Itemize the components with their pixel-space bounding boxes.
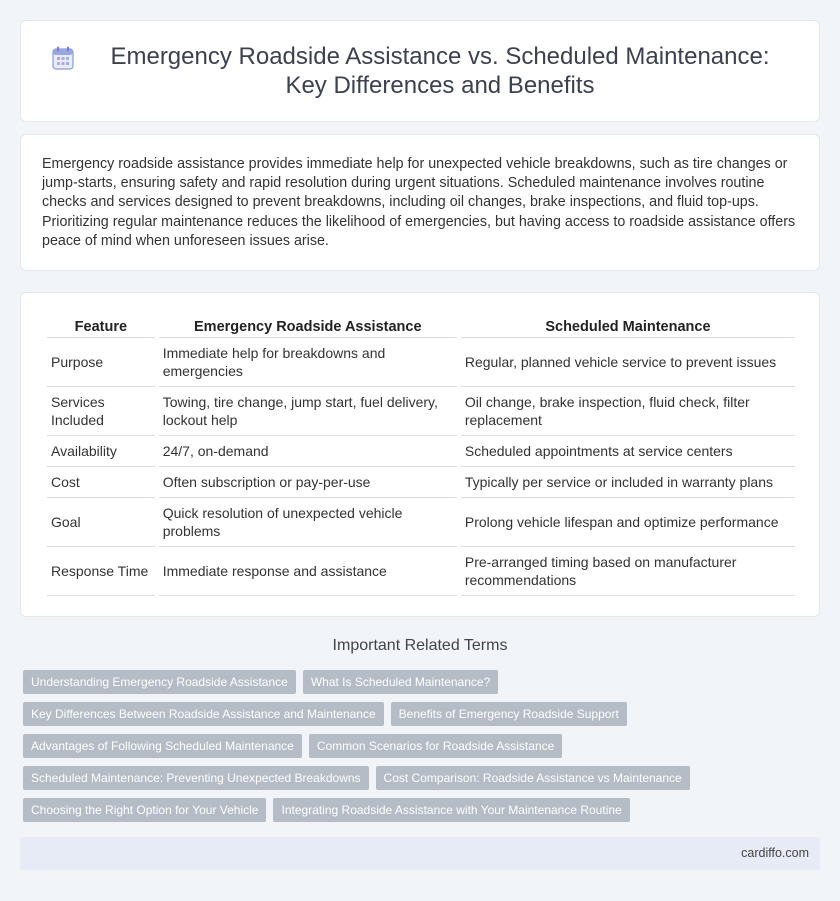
table-row — [47, 387, 795, 436]
table-row — [47, 338, 795, 387]
page-title: Emergency Roadside Assistance vs. Scheduled Maintenance: Key Differences and Benefits — [110, 43, 770, 99]
table-cell: Regular, planned vehicle service to prevent issues — [461, 338, 795, 387]
table-cell: Scheduled appointments at service centers — [461, 436, 795, 467]
related-terms-list — [23, 670, 823, 830]
table-cell: Towing, tire change, jump start, fuel delivery, lockout help — [159, 387, 457, 436]
related-term-tag[interactable]: Benefits of Emergency Roadside Support — [391, 702, 627, 726]
related-term-tag[interactable]: Integrating Roadside Assistance with Your Maintenance Routine — [273, 798, 629, 822]
comparison-table — [43, 313, 799, 596]
related-term-tag[interactable]: Cost Comparison: Roadside Assistance vs Maintenance — [376, 766, 690, 790]
table-cell: Oil change, brake inspection, fluid check, filter replacement — [461, 387, 795, 436]
table-cell: Immediate help for breakdowns and emergencies — [159, 338, 457, 387]
related-term-tag[interactable]: Advantages of Following Scheduled Maintenance — [23, 734, 302, 758]
column-header-roadside: Emergency Roadside Assistance — [159, 313, 457, 338]
related-term-tag[interactable]: What Is Scheduled Maintenance? — [303, 670, 498, 694]
table-cell: Services Included — [47, 387, 155, 436]
related-term-tag[interactable]: Key Differences Between Roadside Assistance and Maintenance — [23, 702, 384, 726]
table-row — [47, 498, 795, 547]
table-cell: Response Time — [47, 547, 155, 596]
table-cell: Goal — [47, 498, 155, 547]
related-term-tag[interactable]: Understanding Emergency Roadside Assistance — [23, 670, 296, 694]
footer-site-link[interactable]: cardiffo.com — [741, 846, 809, 860]
column-header-maintenance: Scheduled Maintenance — [461, 313, 795, 338]
intro-paragraph: Emergency roadside assistance provides immediate help for unexpected vehicle breakdowns, such as tire changes or jump-starts, ensuring safety and rapid resolution during urgent situations. Scheduled maintenance involves routine checks and services designed to prevent breakdowns, including oil changes, brake inspections, and fluid top-ups. Prioritizing regular maintenance reduces the likelihood of emergencies, but having access to roadside assistance offers peace of mind when unforeseen issues arise. — [42, 156, 796, 249]
table-cell: Immediate response and assistance — [159, 547, 457, 596]
table-header-row — [47, 313, 795, 338]
related-term-tag[interactable]: Choosing the Right Option for Your Vehicle — [23, 798, 266, 822]
table-cell: Quick resolution of unexpected vehicle problems — [159, 498, 457, 547]
table-cell: Availability — [47, 436, 155, 467]
table-cell: Purpose — [47, 338, 155, 387]
intro-card — [20, 134, 820, 271]
related-term-tag[interactable]: Common Scenarios for Roadside Assistance — [309, 734, 562, 758]
column-header-feature: Feature — [47, 313, 155, 338]
table-row — [47, 467, 795, 498]
table-cell: 24/7, on-demand — [159, 436, 457, 467]
table-cell: Pre-arranged timing based on manufacturer recommendations — [461, 547, 795, 596]
table-row — [47, 436, 795, 467]
related-term-tag[interactable]: Scheduled Maintenance: Preventing Unexpected Breakdowns — [23, 766, 369, 790]
footer — [20, 837, 820, 870]
related-terms-heading: Important Related Terms — [332, 637, 508, 654]
table-cell: Prolong vehicle lifespan and optimize performance — [461, 498, 795, 547]
title-card — [20, 20, 820, 122]
table-cell: Often subscription or pay-per-use — [159, 467, 457, 498]
table-row — [47, 547, 795, 596]
table-cell: Typically per service or included in warranty plans — [461, 467, 795, 498]
table-cell: Cost — [47, 467, 155, 498]
comparison-table-card — [20, 292, 820, 617]
